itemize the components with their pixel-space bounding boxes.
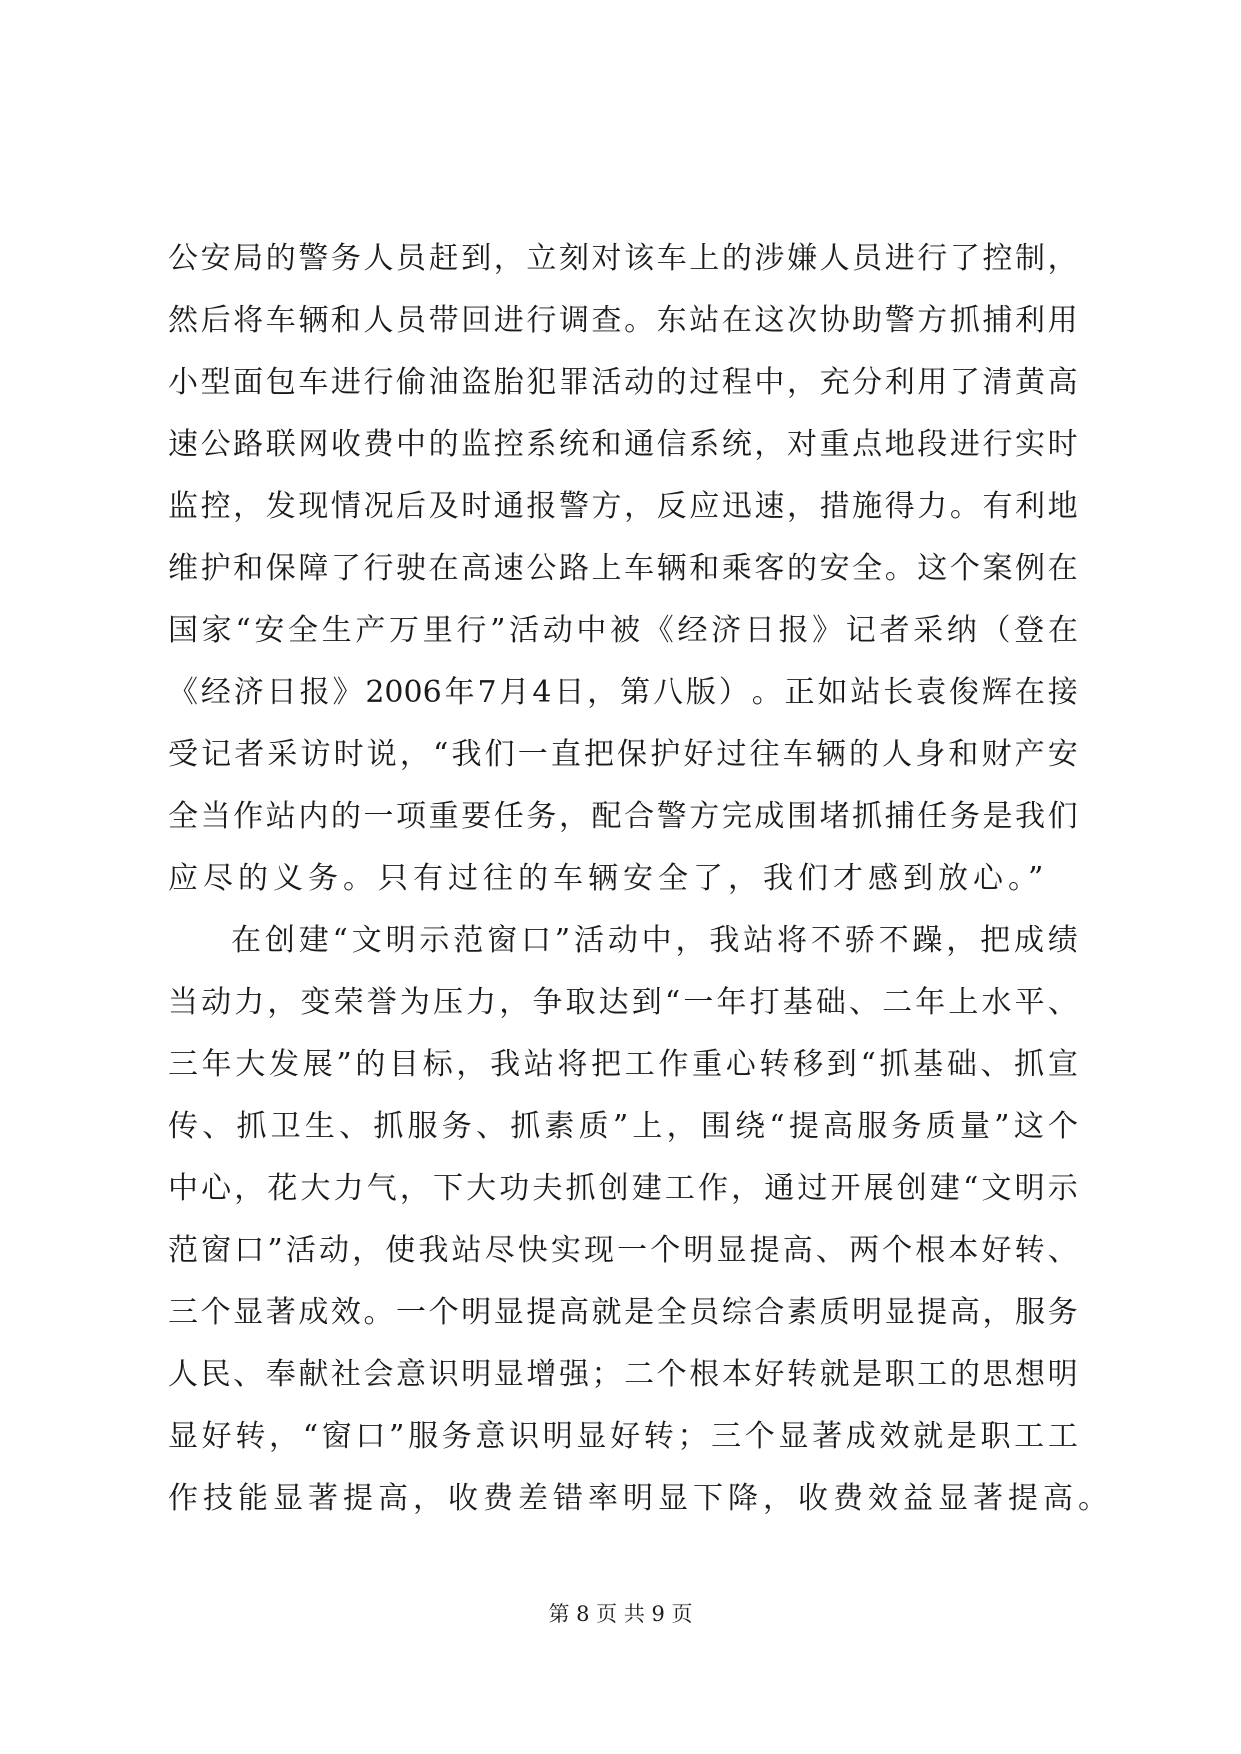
page-footer: 第 8 页 共 9 页 bbox=[548, 1602, 693, 1626]
text-line: 当 动 力 ， 变 荣 誉 为 压 力 ， 争 取 达 到 “ 一 年 打 基 础 、 二 年 上 水 平 、 bbox=[168, 985, 1078, 1020]
text-line: 应尽的义务。只有过往的车辆安全了，我们才感到放心。” bbox=[168, 861, 1049, 896]
text-line: 在 创 建 “ 文 明 示 范 窗 口 ” 活 动 中 ， 我 站 将 不 骄 不 躁 ， 把 成 绩 bbox=[231, 923, 1078, 958]
text-line: 三 年 大 发 展 ” 的 目 标 ， 我 站 将 把 工 作 重 心 转 移 到 “ 抓 基 础 、 抓 宣 bbox=[168, 1047, 1078, 1082]
text-line: 中 心 ， 花 大 力 气 ， 下 大 功 夫 抓 创 建 工 作 ， 通 过 开 展 创 建 “ 文 明 示 bbox=[168, 1171, 1078, 1206]
text-line: 三 个 显 著 成 效 。 一 个 明 显 提 高 就 是 全 员 综 合 素 质 明 显 提 高 ， 服 务 bbox=[168, 1295, 1078, 1330]
text-line: 国 家 “ 安 全 生 产 万 里 行 ” 活 动 中 被 《 经 济 日 报 》 记 者 采 纳 （ 登 在 bbox=[168, 613, 1078, 648]
text-line: 显 好 转 ， “ 窗 口 ” 服 务 意 识 明 显 好 转 ； 三 个 显 著 成 效 就 是 职 工 工 bbox=[168, 1419, 1078, 1454]
text-line: 人 民 、 奉 献 社 会 意 识 明 显 增 强 ； 二 个 根 本 好 转 就 是 职 工 的 思 想 明 bbox=[168, 1357, 1078, 1392]
text-line: 监 控 ， 发 现 情 况 后 及 时 通 报 警 方 ， 反 应 迅 速 ， 措 施 得 力 。 有 利 地 bbox=[168, 489, 1078, 524]
paragraph bbox=[168, 228, 1078, 910]
text-line: 速 公 路 联 网 收 费 中 的 监 控 系 统 和 通 信 系 统 ， 对 重 点 地 段 进 行 实 时 bbox=[168, 427, 1078, 462]
text-line: 传 、 抓 卫 生 、 抓 服 务 、 抓 素 质 ” 上 ， 围 绕 “ 提 高 服 务 质 量 ” 这 个 bbox=[168, 1109, 1078, 1144]
text-line: 作技能显著提高，收费差错率明显下降，收费效益显著提高。 bbox=[168, 1481, 1113, 1516]
text-line: 然 后 将 车 辆 和 人 员 带 回 进 行 调 查 。 东 站 在 这 次 协 助 警 方 抓 捕 利 用 bbox=[168, 303, 1078, 338]
text-line: 全 当 作 站 内 的 一 项 重 要 任 务 ， 配 合 警 方 完 成 围 堵 抓 捕 任 务 是 我 们 bbox=[168, 799, 1078, 834]
text-line: 公 安 局 的 警 务 人 员 赶 到 ， 立 刻 对 该 车 上 的 涉 嫌 人 员 进 行 了 控 制 ， bbox=[168, 241, 1078, 276]
text-line: 小 型 面 包 车 进 行 偷 油 盗 胎 犯 罪 活 动 的 过 程 中 ， 充 分 利 用 了 清 黄 高 bbox=[168, 365, 1078, 400]
text-line: 受 记 者 采 访 时 说 ， “ 我 们 一 直 把 保 护 好 过 往 车 辆 的 人 身 和 财 产 安 bbox=[168, 737, 1078, 772]
text-line: 维 护 和 保 障 了 行 驶 在 高 速 公 路 上 车 辆 和 乘 客 的 安 全 。 这 个 案 例 在 bbox=[168, 551, 1078, 586]
paragraph bbox=[168, 910, 1113, 1530]
text-line: 范 窗 口 ” 活 动 ， 使 我 站 尽 快 实 现 一 个 明 显 提 高 、 两 个 根 本 好 转 、 bbox=[168, 1233, 1078, 1268]
document-body bbox=[168, 228, 1113, 1530]
text-line: 《 经 济 日 报 》 2006 年 7 月 4 日 ， 第 八 版 ） 。 正 如 站 长 袁 俊 辉 在 接 bbox=[168, 675, 1078, 710]
